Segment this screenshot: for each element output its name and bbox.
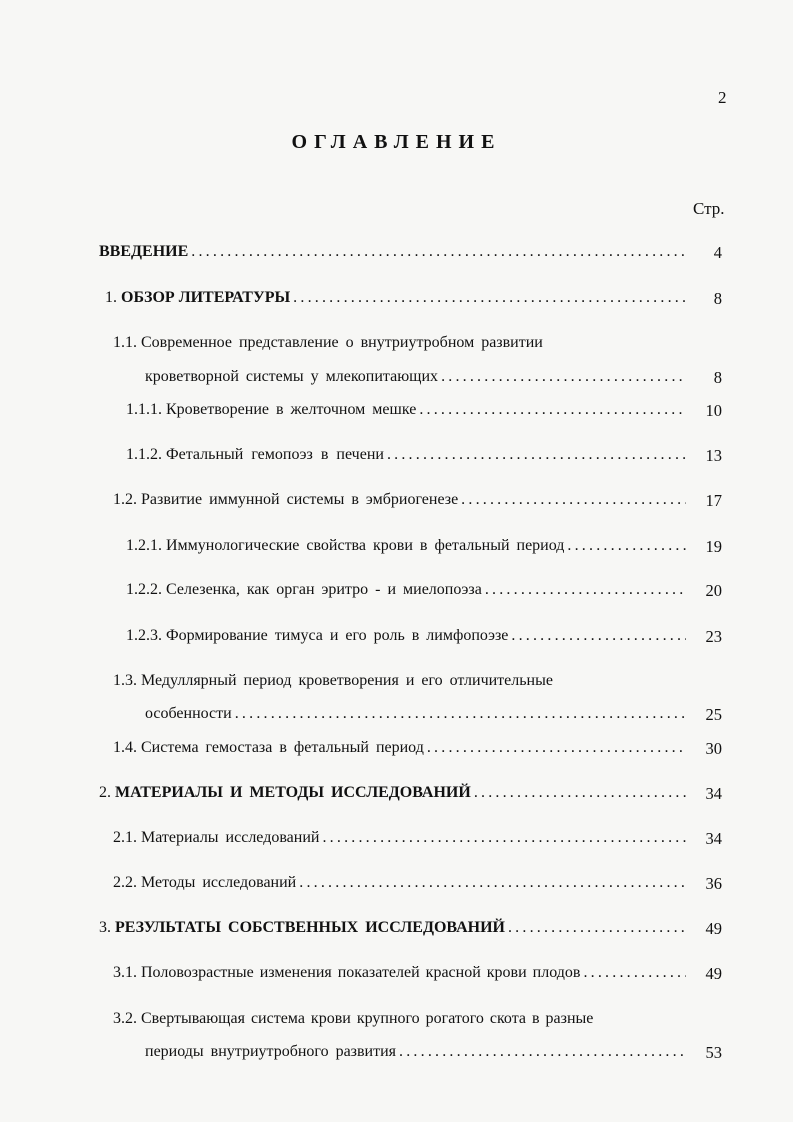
toc-entry-page: 8: [713, 289, 722, 308]
toc-entry-title: Иммунологические свойства крови в фетальный период: [166, 537, 565, 554]
toc-entry-introduction[interactable]: [99, 243, 689, 265]
toc-entry-page: 49: [705, 964, 722, 983]
dot-leader: [235, 705, 686, 723]
toc-entry-number: 1.1.2.: [126, 446, 162, 463]
dot-leader: [322, 829, 686, 847]
toc-entry-number: 1.2.3.: [126, 627, 162, 644]
toc-entry-number: 1.2.1.: [126, 537, 162, 554]
dot-leader: [461, 491, 686, 509]
toc-entry-number: 1.: [105, 289, 117, 306]
toc-entry-1-1-continued[interactable]: [145, 368, 689, 390]
toc-entry-title-continued: кроветворной системы у млекопитающих: [145, 368, 439, 385]
toc-entry-page: 34: [705, 784, 722, 803]
toc-entry-3-2[interactable]: [113, 1010, 713, 1032]
toc-entry-page: 36: [705, 874, 722, 893]
toc-entry-page: 49: [705, 919, 722, 938]
toc-entry-title: ОБЗОР ЛИТЕРАТУРЫ: [121, 289, 291, 306]
toc-entry-page: 4: [713, 243, 722, 262]
toc-entry-title: Методы исследований: [141, 874, 297, 891]
dot-leader: [474, 784, 686, 802]
toc-entry-number: 1.1.1.: [126, 401, 162, 418]
toc-entry-1-3-continued[interactable]: [145, 705, 689, 727]
toc-entry-1-2-1[interactable]: [126, 537, 689, 559]
dot-leader: [191, 243, 686, 261]
toc-entry-1-1-1[interactable]: [126, 401, 689, 423]
toc-entry-title: Селезенка, как орган эритро - и миелопоэза: [166, 581, 482, 598]
toc-entry-1-2-2[interactable]: [126, 581, 689, 603]
toc-entry-number: 3.1.: [113, 964, 137, 981]
toc-entry-3[interactable]: [99, 919, 689, 941]
dot-leader: [293, 289, 686, 307]
toc-entry-title: Формирование тимуса и его роль в лимфопоэзе: [166, 627, 509, 644]
toc-entry-1-4[interactable]: [113, 739, 689, 761]
toc-entry-title: Половозрастные изменения показателей красной крови плодов: [141, 964, 581, 981]
toc-entry-3-2-continued[interactable]: [145, 1043, 689, 1065]
toc-entry-page: 20: [705, 581, 722, 600]
toc-entry-number: 1.2.: [113, 491, 137, 508]
toc-entry-title: Современное представление о внутриутробном развитии: [141, 334, 543, 351]
toc-entry-title: ВВЕДЕНИЕ: [99, 243, 189, 260]
toc-entry-number: 1.2.2.: [126, 581, 162, 598]
toc-entry-1[interactable]: [105, 289, 689, 311]
dot-leader: [511, 627, 686, 645]
toc-entry-2[interactable]: [99, 784, 689, 806]
page-column-label: Стр.: [693, 199, 725, 218]
toc-entry-number: 2.1.: [113, 829, 137, 846]
dot-leader: [299, 874, 686, 892]
toc-entry-1-3[interactable]: [113, 672, 713, 694]
dot-leader: [485, 581, 686, 599]
toc-entry-page: 13: [705, 446, 722, 465]
toc-entry-title: Фетальный гемопоэз в печени: [166, 446, 384, 463]
toc-entry-page: 19: [705, 537, 722, 556]
toc-entry-title: РЕЗУЛЬТАТЫ СОБСТВЕННЫХ ИССЛЕДОВАНИЙ: [115, 919, 505, 936]
dot-leader: [583, 964, 686, 982]
toc-entry-number: 2.2.: [113, 874, 137, 891]
toc-entry-1-1-2[interactable]: [126, 446, 689, 468]
toc-entry-title: Развитие иммунной системы в эмбриогенезе: [141, 491, 459, 508]
toc-entry-title: МАТЕРИАЛЫ И МЕТОДЫ ИССЛЕДОВАНИЙ: [115, 784, 471, 801]
dot-leader: [427, 739, 686, 757]
toc-entry-3-1[interactable]: [113, 964, 689, 986]
toc-entry-number: 1.1.: [113, 334, 137, 351]
toc-entry-page: 34: [705, 829, 722, 848]
toc-entry-title: Система гемостаза в фетальный период: [141, 739, 424, 756]
toc-entry-1-2[interactable]: [113, 491, 689, 513]
toc-entry-page: 8: [713, 368, 722, 387]
toc-entry-number: 3.: [99, 919, 111, 936]
toc-entry-page: 17: [705, 491, 722, 510]
toc-entry-title-continued: особенности: [145, 705, 232, 722]
page-title: ОГЛАВЛЕНИЕ: [291, 131, 502, 153]
toc-entry-1-2-3[interactable]: [126, 627, 689, 649]
dot-leader: [399, 1043, 686, 1061]
toc-entry-title: Свертывающая система крови крупного рогатого скота в разные: [141, 1010, 594, 1027]
toc-entry-page: 23: [705, 627, 722, 646]
toc-entry-title-continued: периоды внутриутробного развития: [145, 1043, 397, 1060]
toc-entry-page: 25: [705, 705, 722, 724]
dot-leader: [387, 446, 686, 464]
dot-leader: [419, 401, 686, 419]
toc-entry-number: 2.: [99, 784, 111, 801]
toc-entry-number: 1.4.: [113, 739, 137, 756]
dot-leader: [567, 537, 686, 555]
dot-leader: [441, 368, 686, 386]
toc-entry-page: 30: [705, 739, 722, 758]
toc-entry-page: 53: [705, 1043, 722, 1062]
toc-entry-title: Материалы исследований: [141, 829, 320, 846]
toc-entry-page: 10: [705, 401, 722, 420]
toc-entry-1-1[interactable]: [113, 334, 713, 356]
toc-entry-number: 3.2.: [113, 1010, 137, 1027]
page-number: 2: [718, 88, 727, 107]
toc-entry-title: Кроветворение в желточном мешке: [166, 401, 417, 418]
toc-entry-title: Медуллярный период кроветворения и его отличительные: [141, 672, 553, 689]
toc-entry-number: 1.3.: [113, 672, 137, 689]
dot-leader: [508, 919, 686, 937]
toc-entry-2-1[interactable]: [113, 829, 689, 851]
toc-entry-2-2[interactable]: [113, 874, 689, 896]
